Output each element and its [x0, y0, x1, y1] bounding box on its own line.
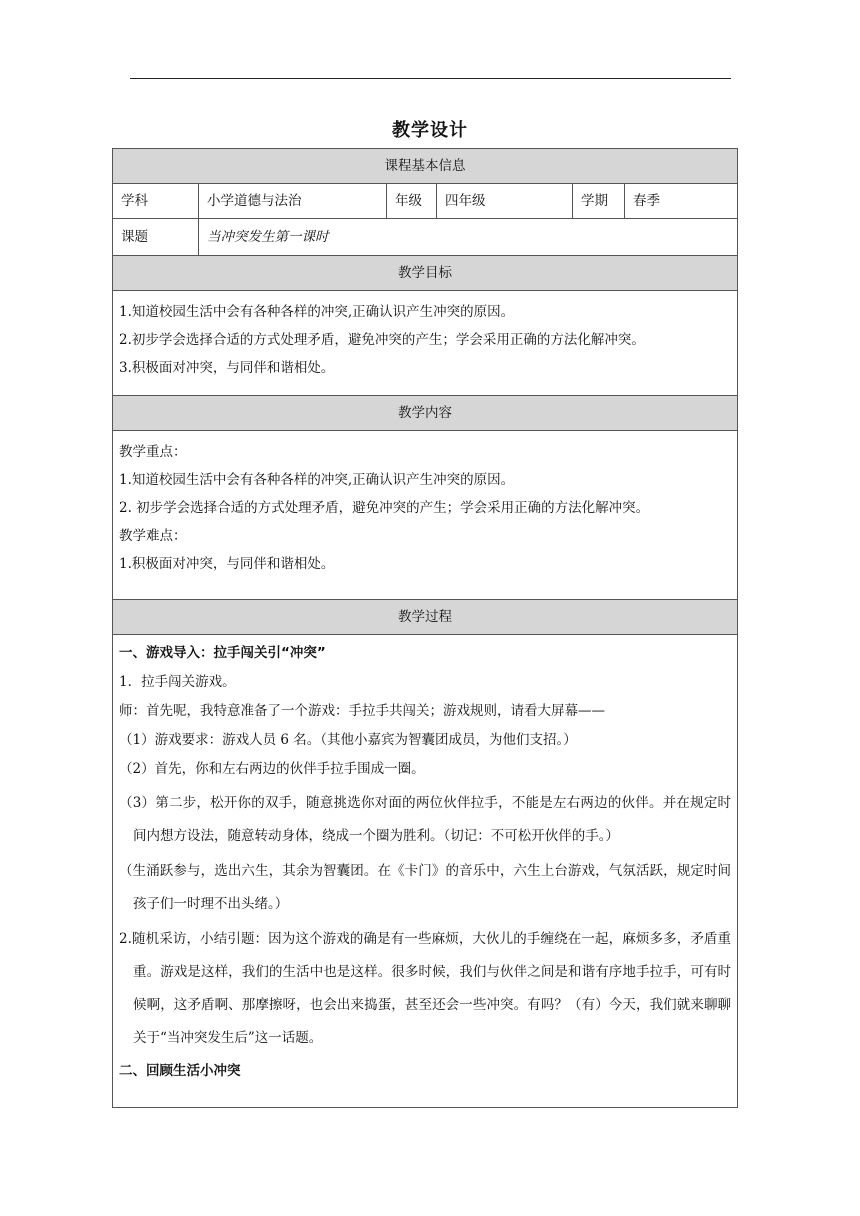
basic-info-header-row: [113, 149, 738, 184]
objectives-row: [113, 291, 738, 396]
process-step-1: 1．拉手闯关游戏。: [119, 674, 236, 690]
process-cell: [113, 635, 738, 1108]
teacher-intro: 师：首先呢，我特意准备了一个游戏：手拉手共闯关；游戏规则，请看大屏幕——: [119, 703, 605, 719]
process-header-row: [113, 600, 738, 635]
grade-label: 年级: [387, 184, 437, 219]
objectives-header-row: [113, 256, 738, 291]
process-section-1-title: 一、游戏导入：拉手闯关引“冲突”: [119, 645, 326, 661]
activity-note: （生涌跃参与，选出六生，其余为智囊团。在《卡门》的音乐中，六生上台游戏，气氛活跃，规定时间孩子们一时理不出头绪。）: [119, 863, 732, 912]
grade-value: 四年级: [437, 184, 573, 219]
content-header-row: [113, 396, 738, 431]
key-points-label: 教学重点：: [119, 444, 187, 460]
process-section-2-title: 二、回顾生活小冲突: [119, 1063, 241, 1079]
process-step-2: 2.随机采访，小结引题：因为这个游戏的确是有一些麻烦，大伙儿的手缠绕在一起，麻烦多多，矛盾重重。游戏是这样，我们的生活中也是这样。很多时候，我们与伙伴之间是和谐有序地手拉手，可有时候啊，这矛盾啊、那摩擦呀，也会出来捣蛋，甚至还会一些冲突。有吗？（有）今天，我们就来聊聊关于“当冲突发生后”这一话题。: [119, 931, 732, 1046]
objectives-cell: [113, 291, 738, 396]
document-title: 教学设计: [392, 120, 468, 141]
process-header: 教学过程: [113, 600, 738, 635]
term-value: 春季: [625, 184, 738, 219]
term-label: 学期: [573, 184, 625, 219]
game-rule-3: （3）第二步，松开你的双手，随意挑选你对面的两位伙伴拉手，不能是左右两边的伙伴。并在规定时间内想方设法，随意转动身体，绕成一个圈为胜利。（切记：不可松开伙伴的手。）: [119, 795, 732, 844]
subject-row: [113, 184, 738, 219]
process-row: [113, 635, 738, 1108]
basic-info-header: 课程基本信息: [113, 149, 738, 184]
header-rule: [130, 78, 731, 79]
objectives-header: 教学目标: [113, 256, 738, 291]
difficult-point-item: 1.积极面对冲突，与同伴和谐相处。: [119, 556, 335, 572]
topic-value: 当冲突发生第一课时: [199, 219, 738, 256]
subject-label: 学科: [113, 184, 199, 219]
objective-item: 2.初步学会选择合适的方式处理矛盾，避免冲突的产生；学会采用正确的方法化解冲突。: [119, 332, 645, 348]
key-point-item: 1.知道校园生活中会有各种各样的冲突,正确认识产生冲突的原因。: [119, 472, 515, 488]
objective-item: 3.积极面对冲突，与同伴和谐相处。: [119, 360, 335, 376]
content-header: 教学内容: [113, 396, 738, 431]
content-cell: [113, 431, 738, 600]
objective-item: 1.知道校园生活中会有各种各样的冲突,正确认识产生冲突的原因。: [119, 304, 515, 320]
game-rule-2: （2）首先，你和左右两边的伙伴手拉手围成一圈。: [119, 761, 425, 777]
key-point-item: 2. 初步学会选择合适的方式处理矛盾，避免冲突的产生；学会采用正确的方法化解冲突。: [119, 500, 650, 516]
content-row: [113, 431, 738, 600]
difficult-points-label: 教学难点：: [119, 528, 187, 544]
topic-row: [113, 219, 738, 256]
game-rule-1: （1）游戏要求：游戏人员 6 名。（其他小嘉宾为智囊团成员，为他们支招。）: [119, 732, 577, 748]
lesson-plan-table: [112, 148, 738, 1108]
topic-label: 课题: [113, 219, 199, 256]
subject-value: 小学道德与法治: [199, 184, 387, 219]
